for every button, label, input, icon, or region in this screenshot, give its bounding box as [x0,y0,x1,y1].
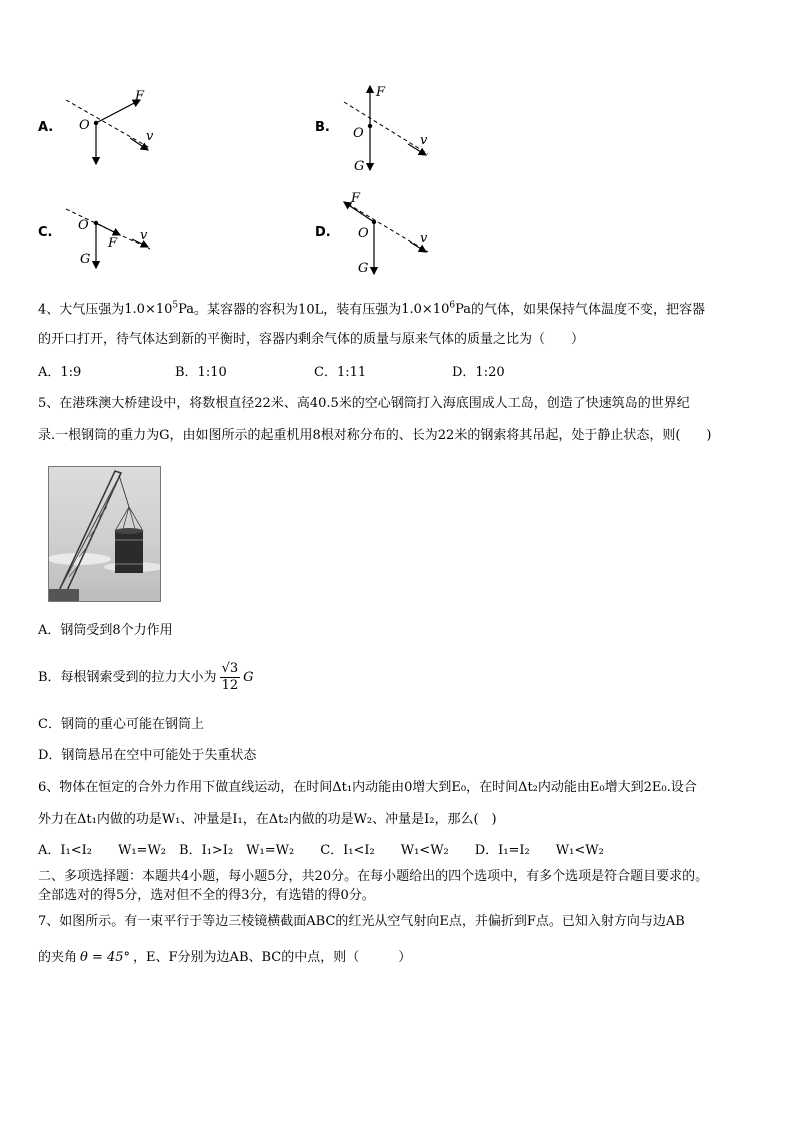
label-f: F [351,191,361,206]
label-o: O [358,226,369,241]
label-v: v [140,228,148,243]
q5-option-a: A．钢筒受到8个力作用 [38,623,173,638]
force-diagram-c [60,205,160,270]
label-o: O [79,118,90,133]
force-diagram-d [338,190,438,278]
section2-line1: 二、多项选择题：本题共4小题，每小题5分，共20分。在每小题给出的四个选项中，有多个选项是符合题目要求的。 [38,869,709,884]
q4-option-a: A．1:9 [38,365,82,380]
label-v: v [420,133,428,148]
crane-illustration [49,467,160,601]
q4-p0: $1.0\times 10^5Pa$ [124,301,195,318]
option-c-letter: C. [38,225,53,240]
label-g: G [354,159,365,174]
option-a-letter: A. [38,120,54,135]
q5-option-d: D．钢筒悬吊在空中可能处于失重状态 [38,748,257,763]
fraction: $\frac{√3}{12}$ [221,661,239,693]
sqrt-symbol: √ [221,661,230,676]
force-diagram-a [60,88,160,168]
label-f: F [376,85,386,100]
label-v: v [420,231,428,246]
label-g: G [358,261,369,276]
label-f: F [108,236,118,251]
q5-line2: 录.一根钢筒的重力为G，由如图所示的起重机用8根对称分布的、长为22米的钢索将其吊起，处于静止状态，则( ) [38,428,712,443]
force-diagram-b [338,82,438,174]
q5-line1: 5、在港珠澳大桥建设中，将数根直径22米、高40.5米的空心钢筒打入海底围成人工岛，创造了快速筑岛的世界纪 [38,396,690,411]
q6-line2: 外力在Δt₁内做的功是W₁、冲量是I₁，在Δt₂内做的功是W₂、冲量是I₂，那么( ) [38,812,497,827]
crane-photo [48,466,161,602]
q4-option-c: C．1:11 [314,365,367,380]
label-o: O [353,126,364,141]
q4-line2: 的开口打开，待气体达到新的平衡时，容器内剩余气体的质量与原来气体的质量之比为（ ） [38,332,585,347]
q5-option-c: C．钢筒的重心可能在钢筒上 [38,717,204,732]
q4-line1: 4、大气压强为$1.0\times 10^5Pa$。某容器的容积为10L，装有压强为$1.0\times 10^6Pa$的气体，如果保持气体温度不变，把容器 [38,301,706,318]
q6-options: A．I₁<I₂ W₁=W₂ B．I₁>I₂ W₁=W₂ C．I₁<I₂ W₁<W₂ D．I₁=I₂ W₁<W₂ [38,843,604,858]
option-d-letter: D. [315,225,331,240]
label-v: v [146,129,154,144]
q4-option-b: B．1:10 [175,365,227,380]
label-f: F [135,89,145,104]
section2-line2: 全部选对的得5分，选对但不全的得3分，有选错的得0分。 [38,888,375,903]
q7-line2: 的夹角 θ = 45° ，E、F分别为边AB、BC的中点，则（ ） [38,950,412,965]
q7-line1: 7、如图所示。有一束平行于等边三棱镜横截面ABC的红光从空气射向E点，并偏折到F点。已知入射方向与边AB [38,914,685,929]
label-g: G [80,252,91,267]
label-o: O [78,218,89,233]
theta-expression: θ = 45° [80,950,131,965]
q6-line1: 6、物体在恒定的合外力作用下做直线运动，在时间Δt₁内动能由0增大到E₀，在时间Δt₂内动能由E₀增大到2E₀.设合 [38,780,697,795]
option-b-letter: B. [315,120,330,135]
q4-option-d: D．1:20 [452,365,505,380]
q5-option-b: B．每根钢索受到的拉力大小为 $\frac{√3}{12}$ G [38,661,254,693]
q4-p1: $1.0\times 10^6Pa$ [401,301,471,318]
